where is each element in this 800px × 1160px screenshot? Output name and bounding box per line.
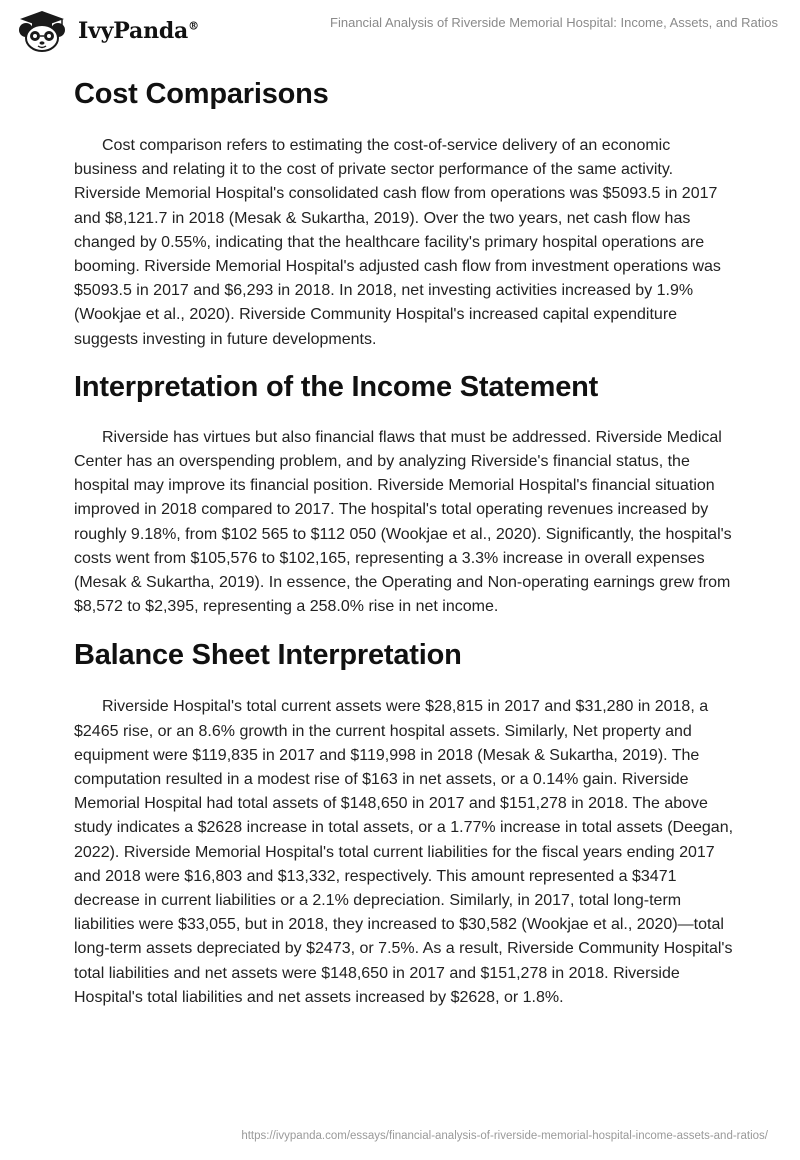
page-header	[0, 0, 800, 60]
section-heading-income-statement: Interpretation of the Income Statement	[74, 370, 599, 403]
section-paragraph: Riverside has virtues but also financial flaws that must be addressed. Riverside Medical Center has an overspending problem, and by analyzing Riverside's financial status, the hospital may improve its financial position. Riverside Memorial Hospital's financial situation improved in 2018 compared to 2017. The hospital's total operating revenues increased by roughly 9.18%, from $102 565 to $112 050 (Wookjae et al., 2020). Significantly, the hospital's costs went from $105,576 to $102,165, representing a 3.3% increase in overall expenses (Mesak & Sukartha, 2019). In essence, the Operating and Non-operating earnings grew from $8,572 to $2,395, representing a 258.0% rise in net income.	[74, 428, 732, 616]
panda-logo-icon	[14, 9, 70, 53]
document-title: Financial Analysis of Riverside Memorial Hospital: Income, Assets, and Ratios	[330, 15, 778, 30]
article-body	[74, 70, 734, 1010]
brand-logo[interactable]	[14, 9, 199, 53]
section-paragraph: Riverside Hospital's total current assets were $28,815 in 2017 and $31,280 in 2018, a $2465 rise, or an 8.6% growth in the current hospital assets. Similarly, Net property and equipment were $119,835 in 2017 and $119,998 in 2018 (Mesak & Sukartha, 2019). The computation resulted in a modest rise of $163 in net assets, or a 0.14% gain. Riverside Memorial Hospital had total assets of $148,650 in 2017 and $151,278 in 2018. The above study indicates a $2628 increase in total assets, or a 1.77% increase in total assets (Deegan, 2022). Riverside Memorial Hospital's total current liabilities for the fiscal years ending 2017 and 2018 were $16,803 and $13,332, respectively. This amount represented a $3471 decrease in current liabilities or a 2.1% depreciation. Similarly, in 2017, total long-term liabilities were $33,055, but in 2018, they increased to $30,582 (Wookjae et al., 2020)—total long-term assets depreciated by $2473, or 7.5%. As a result, Riverside Community Hospital's total liabilities and net assets were $148,650 in 2017 and $151,278 in 2018. Riverside Hospital's total liabilities and net assets increased by $2628, or 1.8%.	[74, 698, 734, 1006]
brand-name: IvyPanda®	[78, 18, 199, 44]
registered-mark: ®	[188, 19, 199, 33]
section-paragraph: Cost comparison refers to estimating the cost-of-service delivery of an economic business and relating it to the cost of private sector performance of the same activity. Riverside Memorial Hospital's consolidated cash flow from operations was $5093.5 in 2017 and $8,121.7 in 2018 (Mesak & Sukartha, 2019). Over the two years, net cash flow has changed by 0.55%, indicating that the healthcare facility's primary hospital operations are booming. Riverside Memorial Hospital's adjusted cash flow from investment operations was $5093.5 in 2017 and $6,293 in 2018. In 2018, net investing activities increased by 1.9% (Wookjae et al., 2020). Riverside Community Hospital's increased capital expenditure suggests investing in future developments.	[74, 137, 721, 348]
section-heading-cost-comparisons: Cost Comparisons	[74, 78, 329, 110]
source-url[interactable]: https://ivypanda.com/essays/financial-analysis-of-riverside-memorial-hospital-income-assets-and-ratios/	[241, 1130, 768, 1142]
section-heading-balance-sheet: Balance Sheet Interpretation	[74, 639, 462, 672]
